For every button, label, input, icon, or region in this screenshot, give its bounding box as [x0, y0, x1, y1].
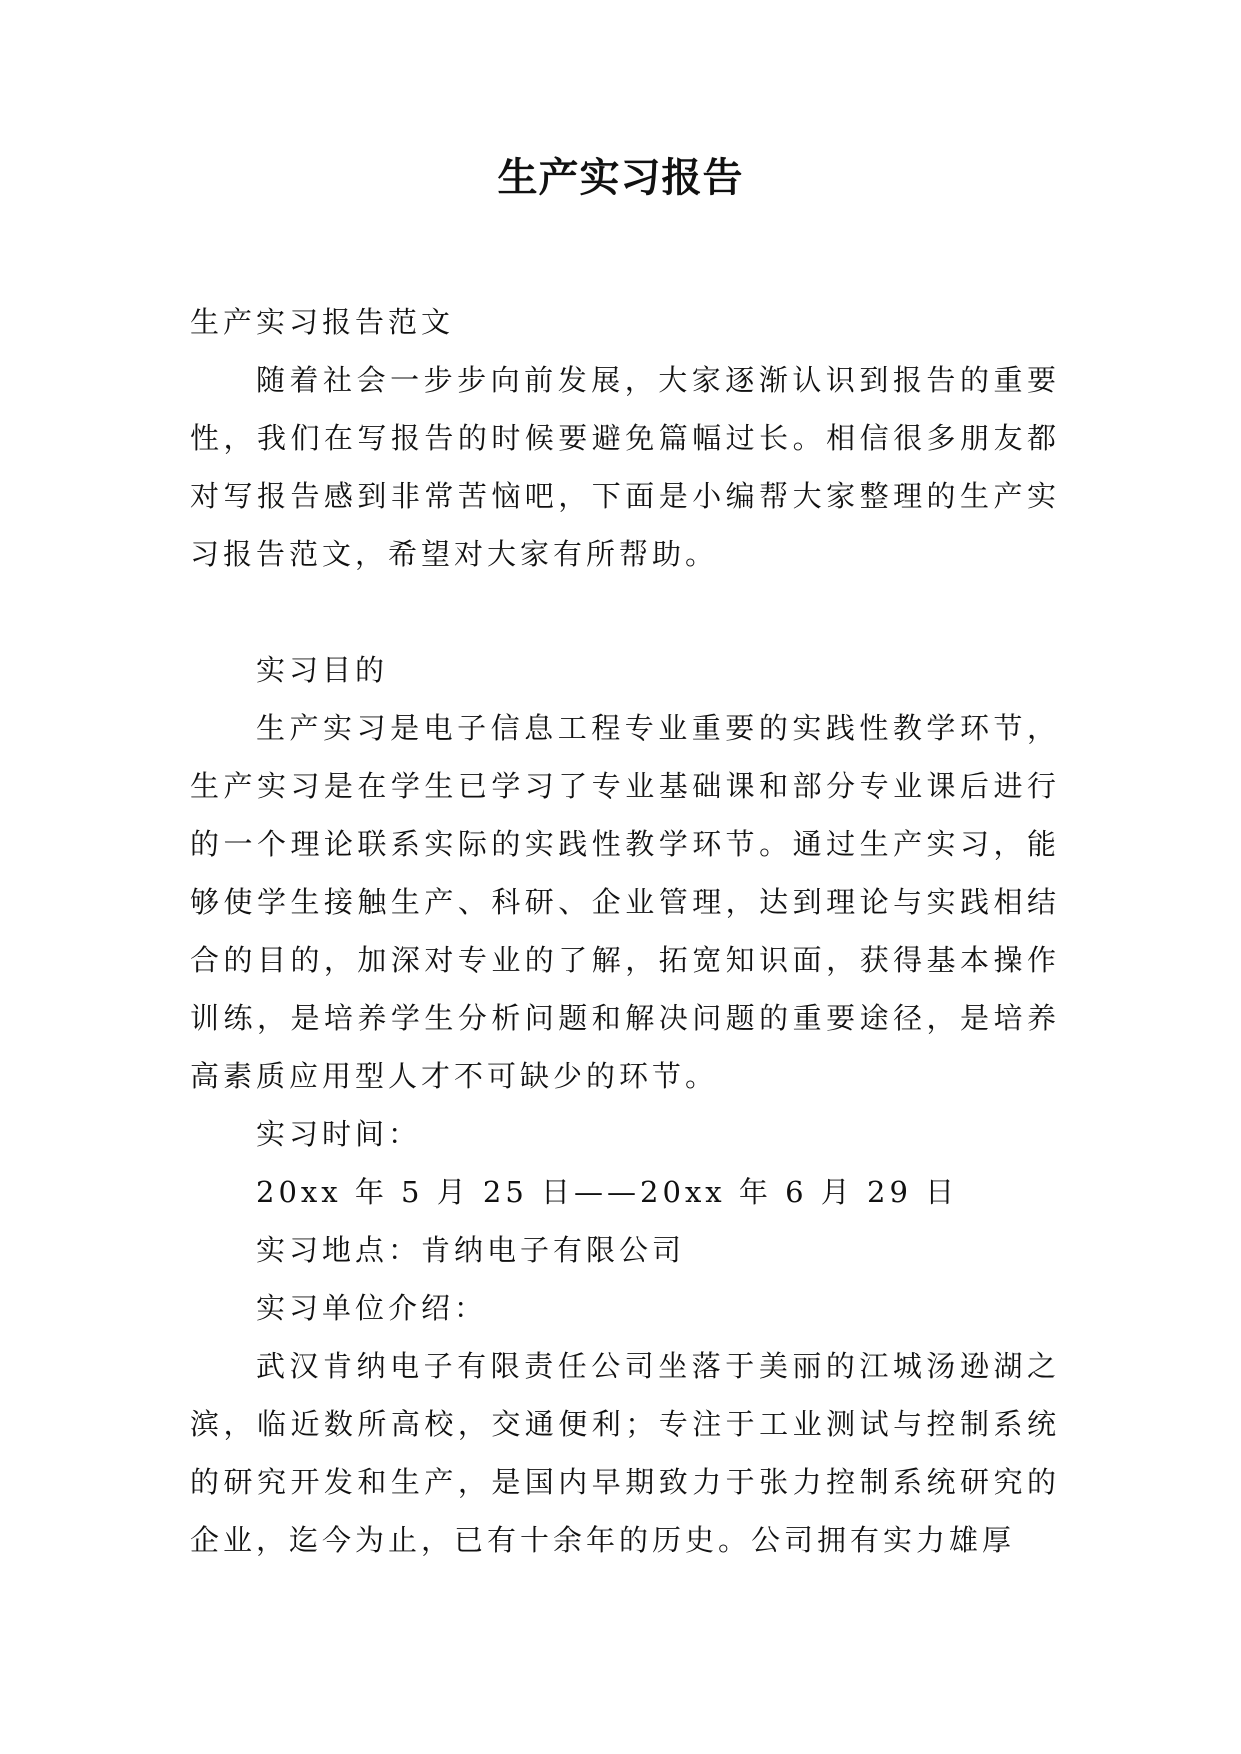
- document-title: 生产实习报告: [497, 154, 744, 201]
- intro-paragraph: 随着社会一步步向前发展，大家逐渐认识到报告的重要性，我们在写报告的时候要避免篇幅过长。相信很多朋友都对写报告感到非常苦恼吧，下面是小编帮大家整理的生产实习报告范文，希望对大家有所帮助。: [190, 363, 1060, 571]
- company-paragraph: 武汉肯纳电子有限责任公司坐落于美丽的江城汤逊湖之滨，临近数所高校，交通便利；专注于工业测试与控制系统的研究开发和生产，是国内早期致力于张力控制系统研究的企业，迄今为止，已有十余年的历史。公司拥有实力雄厚: [190, 1349, 1060, 1557]
- section-heading-purpose: 实习目的: [256, 653, 389, 687]
- purpose-paragraph: 生产实习是电子信息工程专业重要的实践性教学环节，生产实习是在学生已学习了专业基础课和部分专业课后进行的一个理论联系实际的实践性教学环节。通过生产实习，能够使学生接触生产、科研、企业管理，达到理论与实践相结合的目的，加深对专业的了解，拓宽知识面，获得基本操作训练，是培养学生分析问题和解决问题的重要途径，是培养高素质应用型人才不可缺少的环节。: [190, 711, 1060, 1093]
- subtitle-paragraph: 生产实习报告范文: [190, 305, 455, 339]
- internship-location: 实习地点：肯纳电子有限公司: [256, 1233, 686, 1267]
- section-heading-company: 实习单位介绍：: [256, 1291, 488, 1325]
- section-heading-time: 实习时间：: [256, 1117, 422, 1151]
- internship-dates: 20xx 年 5 月 25 日——20xx 年 6 月 29 日: [256, 1175, 959, 1209]
- document-body: [190, 293, 1060, 1569]
